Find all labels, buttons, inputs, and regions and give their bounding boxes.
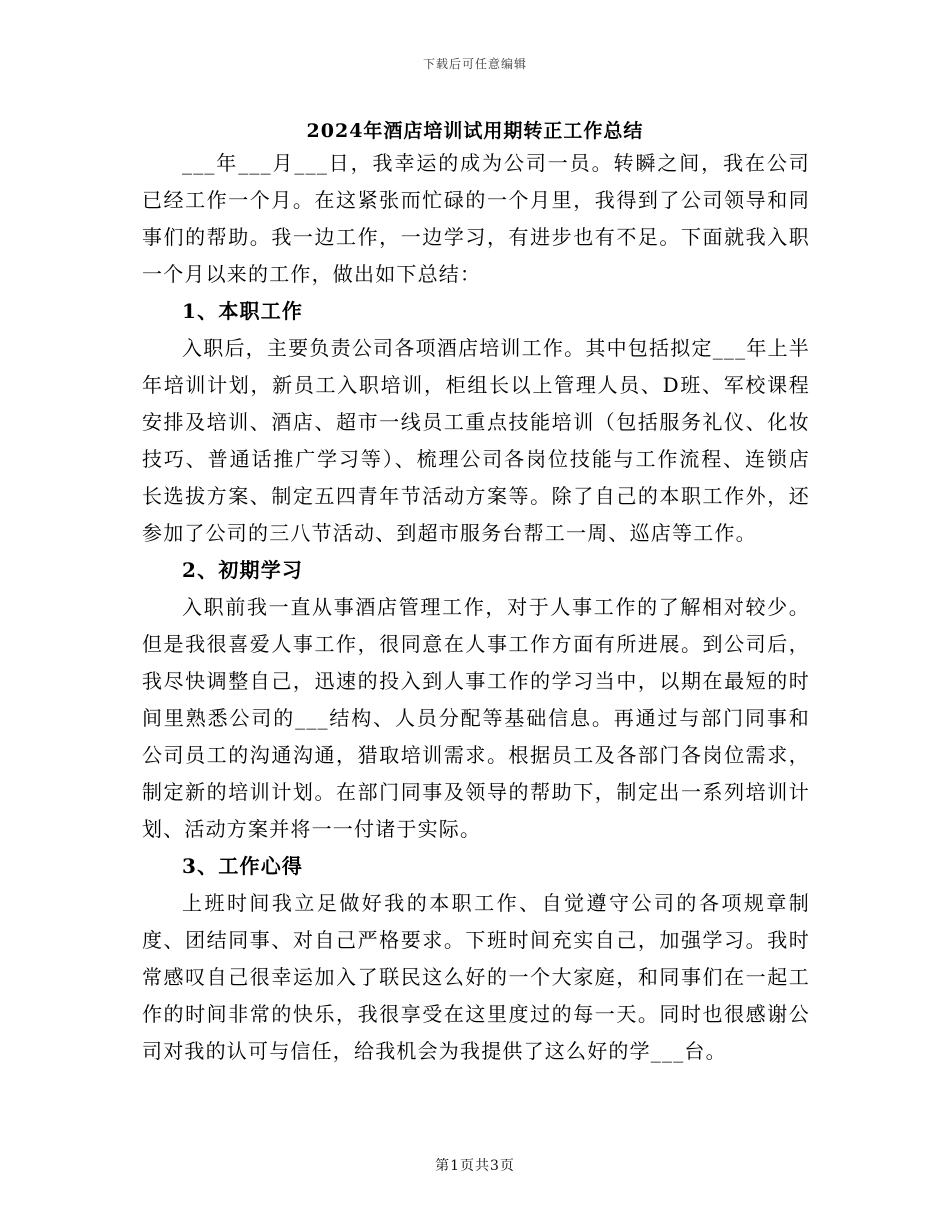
page-footer: 第1页共3页 bbox=[435, 1158, 515, 1174]
section-heading-3: 3、工作心得 bbox=[182, 854, 304, 878]
section-body-3: 上班时间我立足做好我的本职工作、自觉遵守公司的各项规章制度、团结同事、对自己严格要求。下班时间充实自己，加强学习。我时常感叹自己很幸运加入了联民这么好的一个大家庭，和同事们在一起工作的时间非常的快乐，我很享受在这里度过的每一天。同时也很感谢公司对我的认可与信任，给我机会为我提供了这么好的学___台。 bbox=[142, 891, 810, 1063]
header-note: 下载后可任意编辑 bbox=[422, 57, 527, 71]
section-body-2: 入职前我一直从事酒店管理工作，对于人事工作的了解相对较少。但是我很喜爱人事工作，很同意在人事工作方面有所进展。到公司后，我尽快调整自己，迅速的投入到人事工作的学习当中，以期在最短的时间里熟悉公司的___结构、人员分配等基础信息。再通过与部门同事和公司员工的沟通沟通，猎取培训需求。根据员工及各部门各岗位需求，制定新的培训计划。在部门同事及领导的帮助下，制定出一系列培训计划、活动方案并将一一付诸于实际。 bbox=[142, 595, 810, 841]
document-body bbox=[142, 145, 810, 1070]
section-body-1: 入职后，主要负责公司各项酒店培训工作。其中包括拟定___年上半年培训计划，新员工入职培训，柜组长以上管理人员、D班、军校课程安排及培训、酒店、超市一线员工重点技能培训（包括服务礼仪、化妆技巧、普通话推广学习等）、梳理公司各岗位技能与工作流程、连锁店长选拔方案、制定五四青年节活动方案等。除了自己的本职工作外，还参加了公司的三八节活动、到超市服务台帮工一周、巡店等工作。 bbox=[142, 336, 810, 545]
intro-paragraph: ___年___月___日，我幸运的成为公司一员。转瞬之间，我在公司已经工作一个月。在这紧张而忙碌的一个月里，我得到了公司领导和同事们的帮助。我一边工作，一边学习，有进步也有不足。下面就我入职一个月以来的工作，做出如下总结： bbox=[142, 151, 810, 286]
document-title: 2024年酒店培训试用期转正工作总结 bbox=[306, 120, 644, 142]
section-heading-1: 1、本职工作 bbox=[182, 299, 304, 323]
section-heading-2: 2、初期学习 bbox=[182, 558, 304, 582]
